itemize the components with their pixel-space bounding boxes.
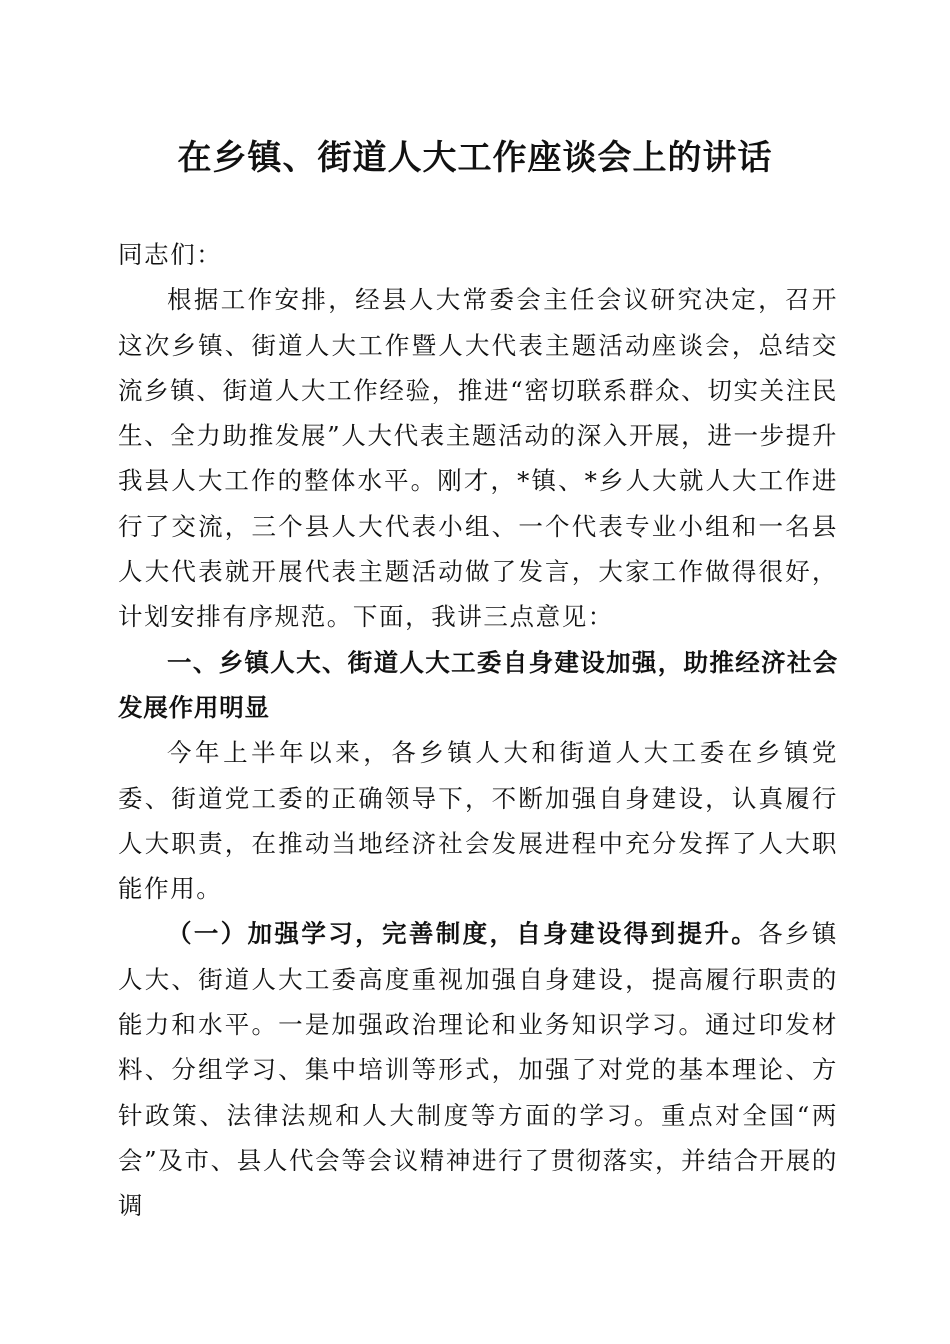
salutation: 同志们： xyxy=(118,240,223,269)
subsection-1-lead: （一）加强学习，完善制度，自身建设得到提升。 xyxy=(167,919,759,949)
document-body xyxy=(118,232,838,1229)
document-title: 在乡镇、街道人大工作座谈会上的讲话 xyxy=(177,138,773,178)
intro-paragraph: 根据工作安排，经县人大常委会主任会议研究决定，召开这次乡镇、街道人大工作暨人大代表主题活动座谈会，总结交流乡镇、街道人大工作经验，推进“密切联系群众、切实关注民生、全力助推发展”人大代表主题活动的深入开展，进一步提升我县人大工作的整体水平。刚才，*镇、*乡人大就人大工作进行了交流，三个县人大代表小组、一个代表专业小组和一名县人大代表就开展代表主题活动做了发言，大家工作做得很好，计划安排有序规范。下面，我讲三点意见： xyxy=(118,285,838,632)
section-heading-1: 一、乡镇人大、街道人大工委自身建设加强，助推经济社会发展作用明显 xyxy=(118,647,838,722)
subsection-1-paragraph xyxy=(118,911,838,1228)
document-page xyxy=(118,0,838,1344)
subsection-1-text: 各乡镇人大、街道人大工委高度重视加强自身建设，提高履行职责的能力和水平。一是加强政治理论和业务知识学习。通过印发材料、分组学习、集中培训等形式，加强了对党的基本理论、方针政策、法律法规和人大制度等方面的学习。重点对全国“两会”及市、县人代会等会议精神进行了贯彻落实，并结合开展的调 xyxy=(118,919,838,1221)
section-1-paragraph: 今年上半年以来，各乡镇人大和街道人大工委在乡镇党委、街道党工委的正确领导下，不断加强自身建设，认真履行人大职责，在推动当地经济社会发展进程中充分发挥了人大职能作用。 xyxy=(118,738,838,904)
